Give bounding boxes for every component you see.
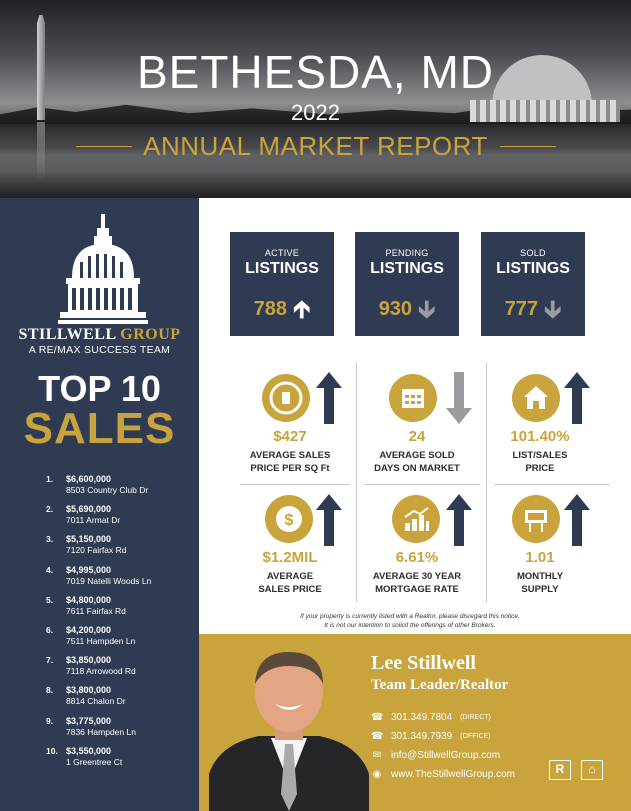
metric-label-line: AVERAGE 30 YEAR — [372, 571, 462, 582]
pending-listings-card — [355, 232, 459, 336]
arrow-down-icon: 🡳 — [418, 295, 436, 323]
sale-price: $3,550,000 — [66, 745, 112, 756]
listing-count: 930 — [378, 298, 413, 320]
sale-rank: 1. — [46, 474, 54, 484]
listing-count: 788 — [253, 298, 288, 320]
sale-rank: 3. — [46, 534, 54, 545]
brand-tagline: A RE/MAX SUCCESS TEAM — [28, 344, 171, 356]
listing-title: LISTINGS — [245, 260, 319, 277]
metric-label-line: SALES PRICE — [258, 584, 322, 595]
sale-price: $5,690,000 — [66, 504, 112, 515]
grid-divider — [494, 484, 610, 485]
website-link[interactable] — [371, 769, 571, 780]
list-item — [46, 504, 196, 534]
report-city-title: BETHESDA, MD — [136, 46, 495, 98]
sale-address: 7611 Fairfax Rd — [66, 605, 126, 616]
list-item — [46, 685, 196, 715]
envelope-icon: ✉ — [372, 750, 382, 761]
price-tag-icon — [262, 374, 310, 422]
list-item — [46, 716, 196, 746]
metric-label-line: AVERAGE — [266, 571, 314, 582]
sale-rank: 5. — [46, 594, 54, 605]
listing-title: LISTINGS — [370, 260, 444, 277]
sale-rank: 6. — [46, 624, 54, 635]
sale-address: 7836 Hampden Ln — [66, 726, 136, 737]
list-item — [46, 534, 196, 564]
grid-divider — [240, 484, 350, 485]
capitol-logo-icon — [58, 214, 148, 328]
disclaimer-line: If your property is currently listed with a Realtor, please disregard this notice. — [300, 613, 520, 620]
metric-label-line: PRICE PER SQ Ft — [250, 463, 330, 474]
metric-label-line: AVERAGE SALES — [249, 450, 331, 461]
metric-label — [352, 449, 482, 475]
house-icon — [512, 374, 560, 422]
sale-price: $6,600,000 — [66, 474, 112, 484]
metric-value: $1.2MIL — [262, 549, 318, 566]
metric-label-line: SUPPLY — [521, 584, 559, 595]
sale-address: 8814 Chalon Dr — [66, 696, 126, 707]
list-item — [46, 595, 196, 625]
arrow-up-icon — [564, 372, 590, 424]
listing-count: 777 — [504, 298, 539, 320]
metric-value: 6.61% — [395, 549, 439, 566]
grid-divider — [486, 362, 487, 602]
email-address: info@StillwellGroup.com — [391, 750, 501, 761]
active-listings-card — [230, 232, 334, 336]
grid-divider — [364, 484, 480, 485]
agent-contact-panel — [199, 634, 631, 811]
sale-address: 7120 Fairfax Rd — [66, 545, 127, 556]
disclaimer-line: It is not our intention to solicit the offerings of other Brokers. — [324, 622, 496, 629]
sale-address: 7011 Armat Dr — [66, 515, 121, 526]
top-sales-subtitle: SALES — [23, 404, 176, 453]
sale-address: 1 Greentree Ct — [66, 756, 123, 767]
metric-label — [352, 570, 482, 596]
listing-count-row — [481, 295, 585, 323]
metric-value: 101.40% — [510, 428, 570, 445]
email-link[interactable] — [371, 750, 571, 761]
brand-logo-text — [0, 326, 199, 344]
listing-count-row — [230, 295, 334, 323]
office-phone[interactable] — [371, 731, 571, 742]
metric-value: 24 — [408, 428, 426, 445]
website-url: www.TheStillwellGroup.com — [391, 769, 515, 780]
sale-price: $3,800,000 — [66, 685, 112, 696]
sale-address: 7019 Natelli Woods Ln — [66, 575, 152, 586]
phone-number: 301.349.7939 — [391, 731, 453, 742]
sale-rank: 8. — [46, 685, 54, 696]
sale-rank: 7. — [46, 655, 54, 666]
brand-name-part1: STILLWELL — [18, 326, 116, 343]
top-sales-title: TOP 10 — [38, 368, 161, 409]
metric-label — [475, 449, 605, 475]
arrow-up-icon — [316, 372, 342, 424]
sale-address: 7118 Arrowood Rd — [66, 666, 136, 677]
dollar-coin-icon — [265, 495, 313, 543]
arrow-up-icon — [564, 494, 590, 546]
arrow-up-icon — [446, 494, 472, 546]
grid-divider — [356, 362, 357, 602]
report-year: 2022 — [291, 100, 340, 125]
metric-label — [225, 449, 355, 475]
arrow-up-icon — [316, 494, 342, 546]
sale-price: $4,800,000 — [66, 594, 112, 605]
phone-icon: ☎ — [371, 731, 384, 742]
list-item — [46, 565, 196, 595]
phone-tag: (OFFICE) — [460, 733, 491, 740]
bar-chart-icon — [392, 495, 440, 543]
metric-label-line: MORTGAGE RATE — [375, 584, 459, 595]
listing-status: PENDING — [385, 248, 429, 258]
listing-status: ACTIVE — [264, 248, 300, 258]
sale-rank: 2. — [46, 504, 54, 515]
report-subtitle: ANNUAL MARKET REPORT — [143, 131, 488, 161]
sale-rank: 4. — [46, 564, 54, 575]
sale-rank: 10. — [46, 745, 58, 756]
agent-name: Lee Stillwell — [371, 652, 476, 674]
listing-count-row — [355, 295, 459, 323]
svg-text:$: $ — [284, 512, 294, 529]
header-banner — [0, 0, 631, 198]
realtor-logo-icon: R — [549, 760, 571, 780]
brand-name-part2: GROUP — [120, 326, 181, 343]
phone-icon: ☎ — [371, 712, 384, 723]
metric-label-line: LIST/SALES — [512, 450, 568, 461]
calendar-icon — [389, 374, 437, 422]
phone-tag: (DIRECT) — [460, 714, 491, 721]
sale-address: 8503 Country Club Dr — [66, 485, 149, 495]
metric-label-line: MONTHLY — [516, 571, 564, 582]
metric-label-line: AVERAGE SOLD — [379, 450, 455, 461]
sale-price: $3,850,000 — [66, 655, 112, 666]
metric-label — [225, 570, 355, 596]
arrow-up-icon: 🡱 — [293, 295, 311, 323]
listing-status: SOLD — [520, 248, 546, 258]
metric-value: 1.01 — [525, 549, 555, 566]
list-item — [46, 655, 196, 685]
list-item — [46, 746, 196, 776]
arrow-down-icon — [446, 372, 472, 424]
list-item — [46, 625, 196, 655]
listing-title: LISTINGS — [496, 260, 570, 277]
top-sales-list — [46, 474, 196, 776]
direct-phone[interactable] — [371, 712, 571, 723]
equal-housing-logo-icon: ⌂ — [581, 760, 603, 780]
sale-rank: 9. — [46, 715, 54, 726]
metric-label — [475, 570, 605, 596]
sale-price: $4,995,000 — [66, 564, 112, 575]
sale-address: 7511 Hampden Ln — [66, 635, 136, 646]
list-item — [46, 474, 196, 504]
metric-value: $427 — [273, 428, 307, 445]
metric-label-line: DAYS ON MARKET — [374, 463, 460, 474]
globe-icon: ◉ — [372, 769, 382, 780]
disclaimer — [240, 612, 580, 630]
sold-listings-card — [481, 232, 585, 336]
sale-price: $5,150,000 — [66, 534, 112, 545]
metric-label-line: PRICE — [525, 463, 555, 474]
for-sale-sign-icon — [512, 495, 560, 543]
top-sales-sidebar — [0, 198, 199, 811]
phone-number: 301.349.7804 — [391, 712, 453, 723]
agent-photo — [209, 644, 369, 811]
agent-role: Team Leader/Realtor — [371, 677, 509, 693]
sale-price: $3,775,000 — [66, 715, 112, 726]
sale-price: $4,200,000 — [66, 624, 112, 635]
arrow-down-icon: 🡳 — [544, 295, 562, 323]
